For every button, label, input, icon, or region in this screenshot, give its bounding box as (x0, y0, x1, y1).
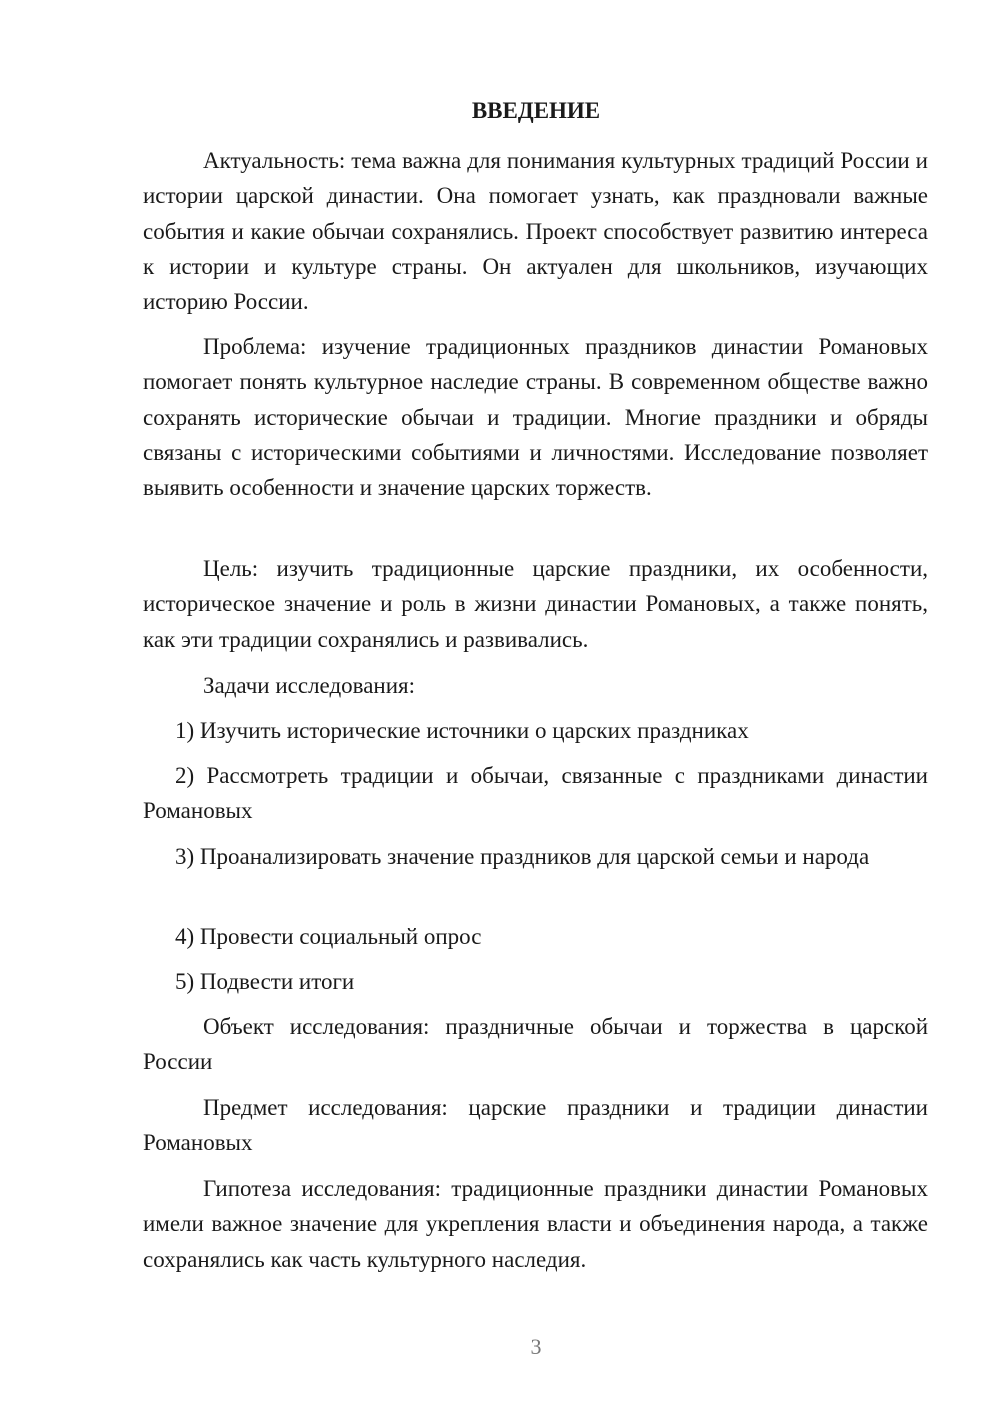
paragraph-object: Объект исследования: праздничные обычаи и торжества в царской России (143, 1014, 928, 1075)
list-item: 4) Провести социальный опрос (175, 924, 482, 949)
page-number: 3 (530, 1334, 542, 1359)
paragraph-hypothesis: Гипотеза исследования: традиционные праздники династии Романовых имели важное значение для укрепления власти и объединения народа, а также сохранялись как часть культурного наследия. (143, 1176, 928, 1272)
page-title: ВВЕДЕНИЕ (471, 98, 601, 123)
list-item: 3) Проанализировать значение праздников для царской семьи и народа (175, 844, 870, 869)
tasks-heading: Задачи исследования: (203, 673, 416, 698)
paragraph-relevance: Актуальность: тема важна для понимания культурных традиций России и истории царской династии. Она помогает узнать, как праздновали важные события и какие обычаи сохранялись. Проект способствует развитию интереса к истории и культуре страны. Он актуален для школьников, изучающих историю России. (143, 148, 928, 315)
list-item: 2) Рассмотреть традиции и обычаи, связанные с праздниками династии Романовых (143, 763, 928, 824)
paragraph-subject: Предмет исследования: царские праздники и традиции династии Романовых (143, 1095, 928, 1156)
list-item: 5) Подвести итоги (175, 969, 355, 994)
paragraph-goal: Цель: изучить традиционные царские праздники, их особенности, историческое значение и роль в жизни династии Романовых, а также понять, как эти традиции сохранялись и развивались. (143, 556, 928, 652)
paragraph-problem: Проблема: изучение традиционных праздников династии Романовых помогает понять культурное наследие страны. В современном обществе важно сохранять исторические обычаи и традиции. Многие праздники и обряды связаны с историческими событиями и личностями. Исследование позволяет выявить особенности и значение царских торжеств. (143, 334, 928, 501)
list-item: 1) Изучить исторические источники о царских праздниках (175, 718, 749, 743)
